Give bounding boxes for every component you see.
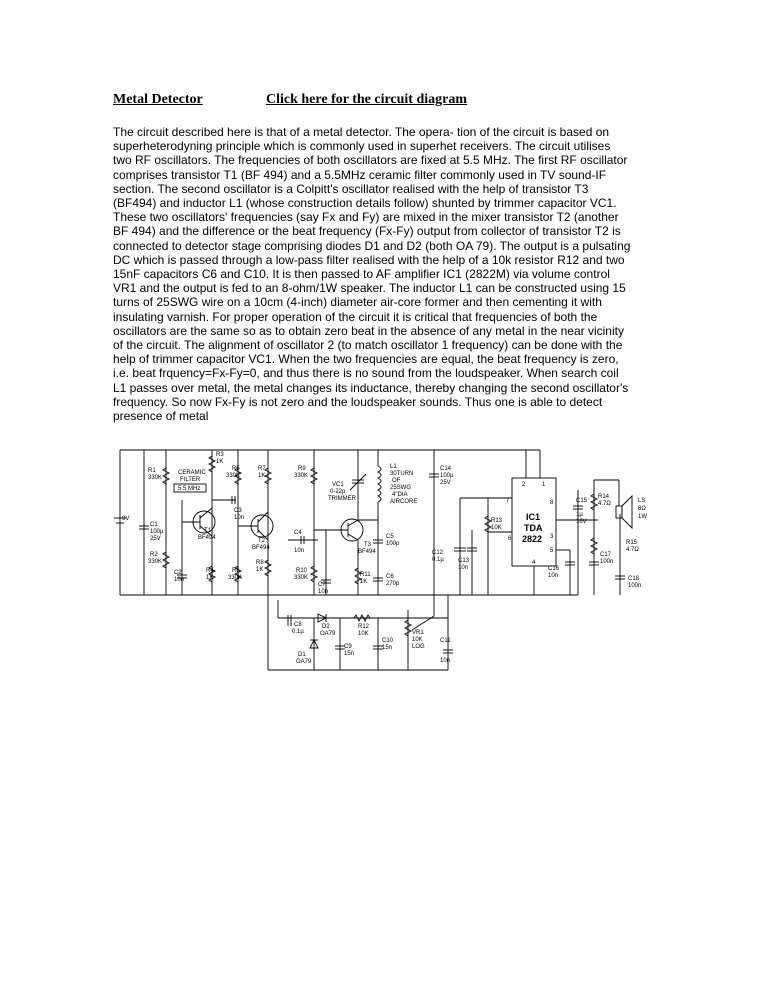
- label: C11: [440, 638, 451, 644]
- label: 1W: [638, 514, 647, 520]
- label: 5: [550, 548, 554, 554]
- label: AIRCORE: [390, 499, 418, 505]
- label: 10n: [548, 573, 559, 579]
- body-line: DC which is passed through a low-pass filter realised with the help of a 10k resistor R12 and two: [113, 252, 625, 267]
- label: 4.7Ω: [598, 501, 611, 507]
- label: C13: [458, 558, 470, 564]
- label: C16: [548, 566, 560, 572]
- body-line: frequency. So now Fx-Fy is not zero and the loudspeaker sounds. Thus one is able to detect: [113, 394, 603, 409]
- label: T3: [364, 542, 372, 548]
- circuit-schematic: [108, 440, 658, 680]
- label: 4: [532, 560, 536, 566]
- label: 1K: [360, 579, 368, 585]
- label: 25V: [440, 480, 451, 486]
- label: BF494: [252, 545, 270, 551]
- label: BF494: [198, 535, 216, 541]
- label: 8Ω: [638, 506, 646, 512]
- label: 330K: [148, 559, 163, 565]
- label: T2: [258, 538, 266, 544]
- label: C7: [318, 582, 326, 588]
- body-line: connected to detector stage comprising diodes D1 and D2 (both OA 79). The output is a pulsating: [113, 238, 631, 253]
- label: R14: [598, 494, 610, 500]
- label: 100p: [386, 541, 400, 547]
- label: R8: [256, 560, 264, 566]
- label: R12: [358, 624, 370, 630]
- label: 1µ: [576, 512, 583, 518]
- label: 1K: [206, 575, 214, 581]
- page-title: Metal Detector: [113, 92, 203, 107]
- label: 15n: [344, 651, 355, 657]
- label: 100µ: [150, 529, 164, 535]
- label: TRIMMER: [328, 496, 356, 502]
- label: 16V: [576, 519, 587, 525]
- label: R7: [258, 466, 266, 472]
- label: 30TURN: [390, 471, 414, 477]
- label: 10K: [412, 637, 423, 643]
- label: 4.7Ω: [626, 547, 639, 553]
- label: 6: [508, 536, 512, 542]
- label: R2: [150, 552, 158, 558]
- label: 0-22p: [330, 489, 346, 495]
- label: C17: [600, 552, 612, 558]
- label: 5.5 MHz: [178, 486, 201, 492]
- label: R4: [206, 568, 214, 574]
- label: IC1: [526, 512, 541, 522]
- label: R13: [491, 518, 503, 524]
- label: 100µ: [440, 473, 454, 479]
- label: VC1: [332, 482, 344, 488]
- body-line: These two oscillators' frequencies (say Fx and Fy) are mixed in the mixer transistor T2 (another: [113, 210, 619, 225]
- label: 9V: [122, 516, 130, 522]
- label: 1K: [258, 473, 266, 479]
- label: R1: [148, 468, 156, 474]
- label: 270p: [386, 581, 400, 587]
- label: R3: [216, 452, 224, 458]
- label: C18: [628, 576, 640, 582]
- label: D1: [298, 652, 306, 658]
- label: 8: [550, 500, 554, 506]
- label: C2: [174, 570, 182, 576]
- label: 2: [522, 482, 526, 488]
- schematic-wires: [114, 450, 632, 670]
- body-line: BF 494) and the difference or the beat frequency (Fx-Fy) output from collector of transistor T2 is: [113, 224, 621, 239]
- label: R15: [626, 540, 638, 546]
- label: 10K: [358, 631, 369, 637]
- label: 330K: [294, 473, 309, 479]
- label: 4"DIA: [392, 492, 408, 498]
- body-line: i.e. beat frquency=Fx-Fy=0, and thus there is no sound from the loudspeaker. When search coil: [113, 366, 619, 381]
- label: 0.1µ: [432, 557, 444, 563]
- label: T1: [204, 528, 212, 534]
- label: VR1: [412, 630, 424, 636]
- label: 10K: [491, 525, 502, 531]
- label: C8: [294, 622, 302, 628]
- circuit-diagram-link[interactable]: Click here for the circuit diagram: [266, 92, 468, 107]
- label: C6: [386, 574, 394, 580]
- label: 15n: [382, 645, 393, 651]
- body-line: comprises transistor T1 (BF 494) and a 5.5MHz ceramic filter commonly used in TV sound-IF: [113, 167, 607, 182]
- label: 25SWG: [390, 485, 412, 491]
- body-line: section. The second oscillator is a Colpitt's oscillator realised with the help of transistor T3: [113, 181, 589, 196]
- label: 25V: [150, 536, 161, 542]
- label: 330K: [228, 575, 243, 581]
- label: 10n: [318, 589, 329, 595]
- label: CERAMIC: [178, 470, 206, 476]
- label: R9: [298, 466, 306, 472]
- body-line: two RF oscillators. The frequencies of both oscillators are fixed at 5.5 MHz. The first RF oscillator: [113, 153, 628, 168]
- label: 7: [506, 498, 510, 504]
- label: L1: [390, 464, 397, 470]
- label: 330K: [294, 575, 309, 581]
- body-line: oscillators are the same so as to obtain zero beat in the absence of any metal in the near vicinity: [113, 323, 624, 338]
- label: LS: [638, 498, 646, 504]
- body-line: L1 passes over metal, the metal changes its inductance, thereby changing the second oscillator's: [113, 380, 629, 395]
- label: C12: [432, 550, 444, 556]
- label: 3: [550, 534, 554, 540]
- label: OA79: [320, 631, 336, 637]
- label: C15: [576, 498, 588, 504]
- label: 10n: [234, 515, 245, 521]
- label: 1K: [216, 459, 224, 465]
- body-line: VR1 and the output is fed to an 8-ohm/1W speaker. The inductor L1 can be constructed using 15: [113, 281, 626, 296]
- label: BF494: [358, 549, 376, 555]
- label: TDA: [524, 523, 543, 533]
- label: 1: [542, 482, 546, 488]
- article-body: [113, 125, 673, 423]
- label: 100n: [600, 559, 614, 565]
- label: C14: [440, 466, 452, 472]
- label: C10: [382, 638, 394, 644]
- label: 330K: [148, 475, 163, 481]
- body-line: (BF494) and inductor L1 (whose construction details follow) shunted by trimmer capacitor VC1.: [113, 196, 617, 211]
- label: 2822: [522, 534, 543, 544]
- body-line: help of trimmer capacitor VC1. When the two frequencies are equal, the beat frequency is zero,: [113, 352, 619, 367]
- label: 10n: [440, 658, 451, 664]
- body-line: insulating varnish. For proper operation of the circuit it is critical that frequencies of both the: [113, 309, 598, 324]
- body-line: turns of 25SWG wire on a 10cm (4-inch) diameter air-core former and then cementing it with: [113, 295, 602, 310]
- body-line: of the circuit. The alignment of oscillator 2 (to match oscillator 1 frequency) can be done with the: [113, 338, 623, 353]
- body-line: 15nF capacitors C6 and C10. It is then passed to AF amplifier IC1 (2822M) via volume control: [113, 267, 610, 282]
- label: FILTER: [180, 477, 201, 483]
- label: 330K: [226, 473, 241, 479]
- label: C1: [150, 522, 158, 528]
- label: R6: [232, 568, 240, 574]
- label: 10n: [174, 577, 185, 583]
- label: C5: [386, 534, 394, 540]
- label: C3: [234, 508, 242, 514]
- label: LOG: [412, 644, 425, 650]
- label: 10n: [458, 565, 469, 571]
- body-line: The circuit described here is that of a metal detector. The opera- tion of the circuit is based on: [113, 125, 610, 139]
- label: OF: [392, 478, 401, 484]
- label: R5: [232, 466, 240, 472]
- body-line: presence of metal: [113, 409, 209, 424]
- label: 0.1µ: [292, 629, 304, 635]
- label: 10n: [294, 548, 305, 554]
- label: D2: [322, 624, 330, 630]
- label: R11: [360, 572, 371, 578]
- label: C4: [294, 530, 302, 536]
- label: C9: [344, 644, 352, 650]
- label: 100n: [628, 583, 642, 589]
- body-line: superheterodyning principle which is commonly used in superhet receivers. The circuit utilises: [113, 139, 611, 154]
- label: 1K: [256, 567, 264, 573]
- label: OA79: [296, 659, 312, 665]
- label: R10: [296, 568, 308, 574]
